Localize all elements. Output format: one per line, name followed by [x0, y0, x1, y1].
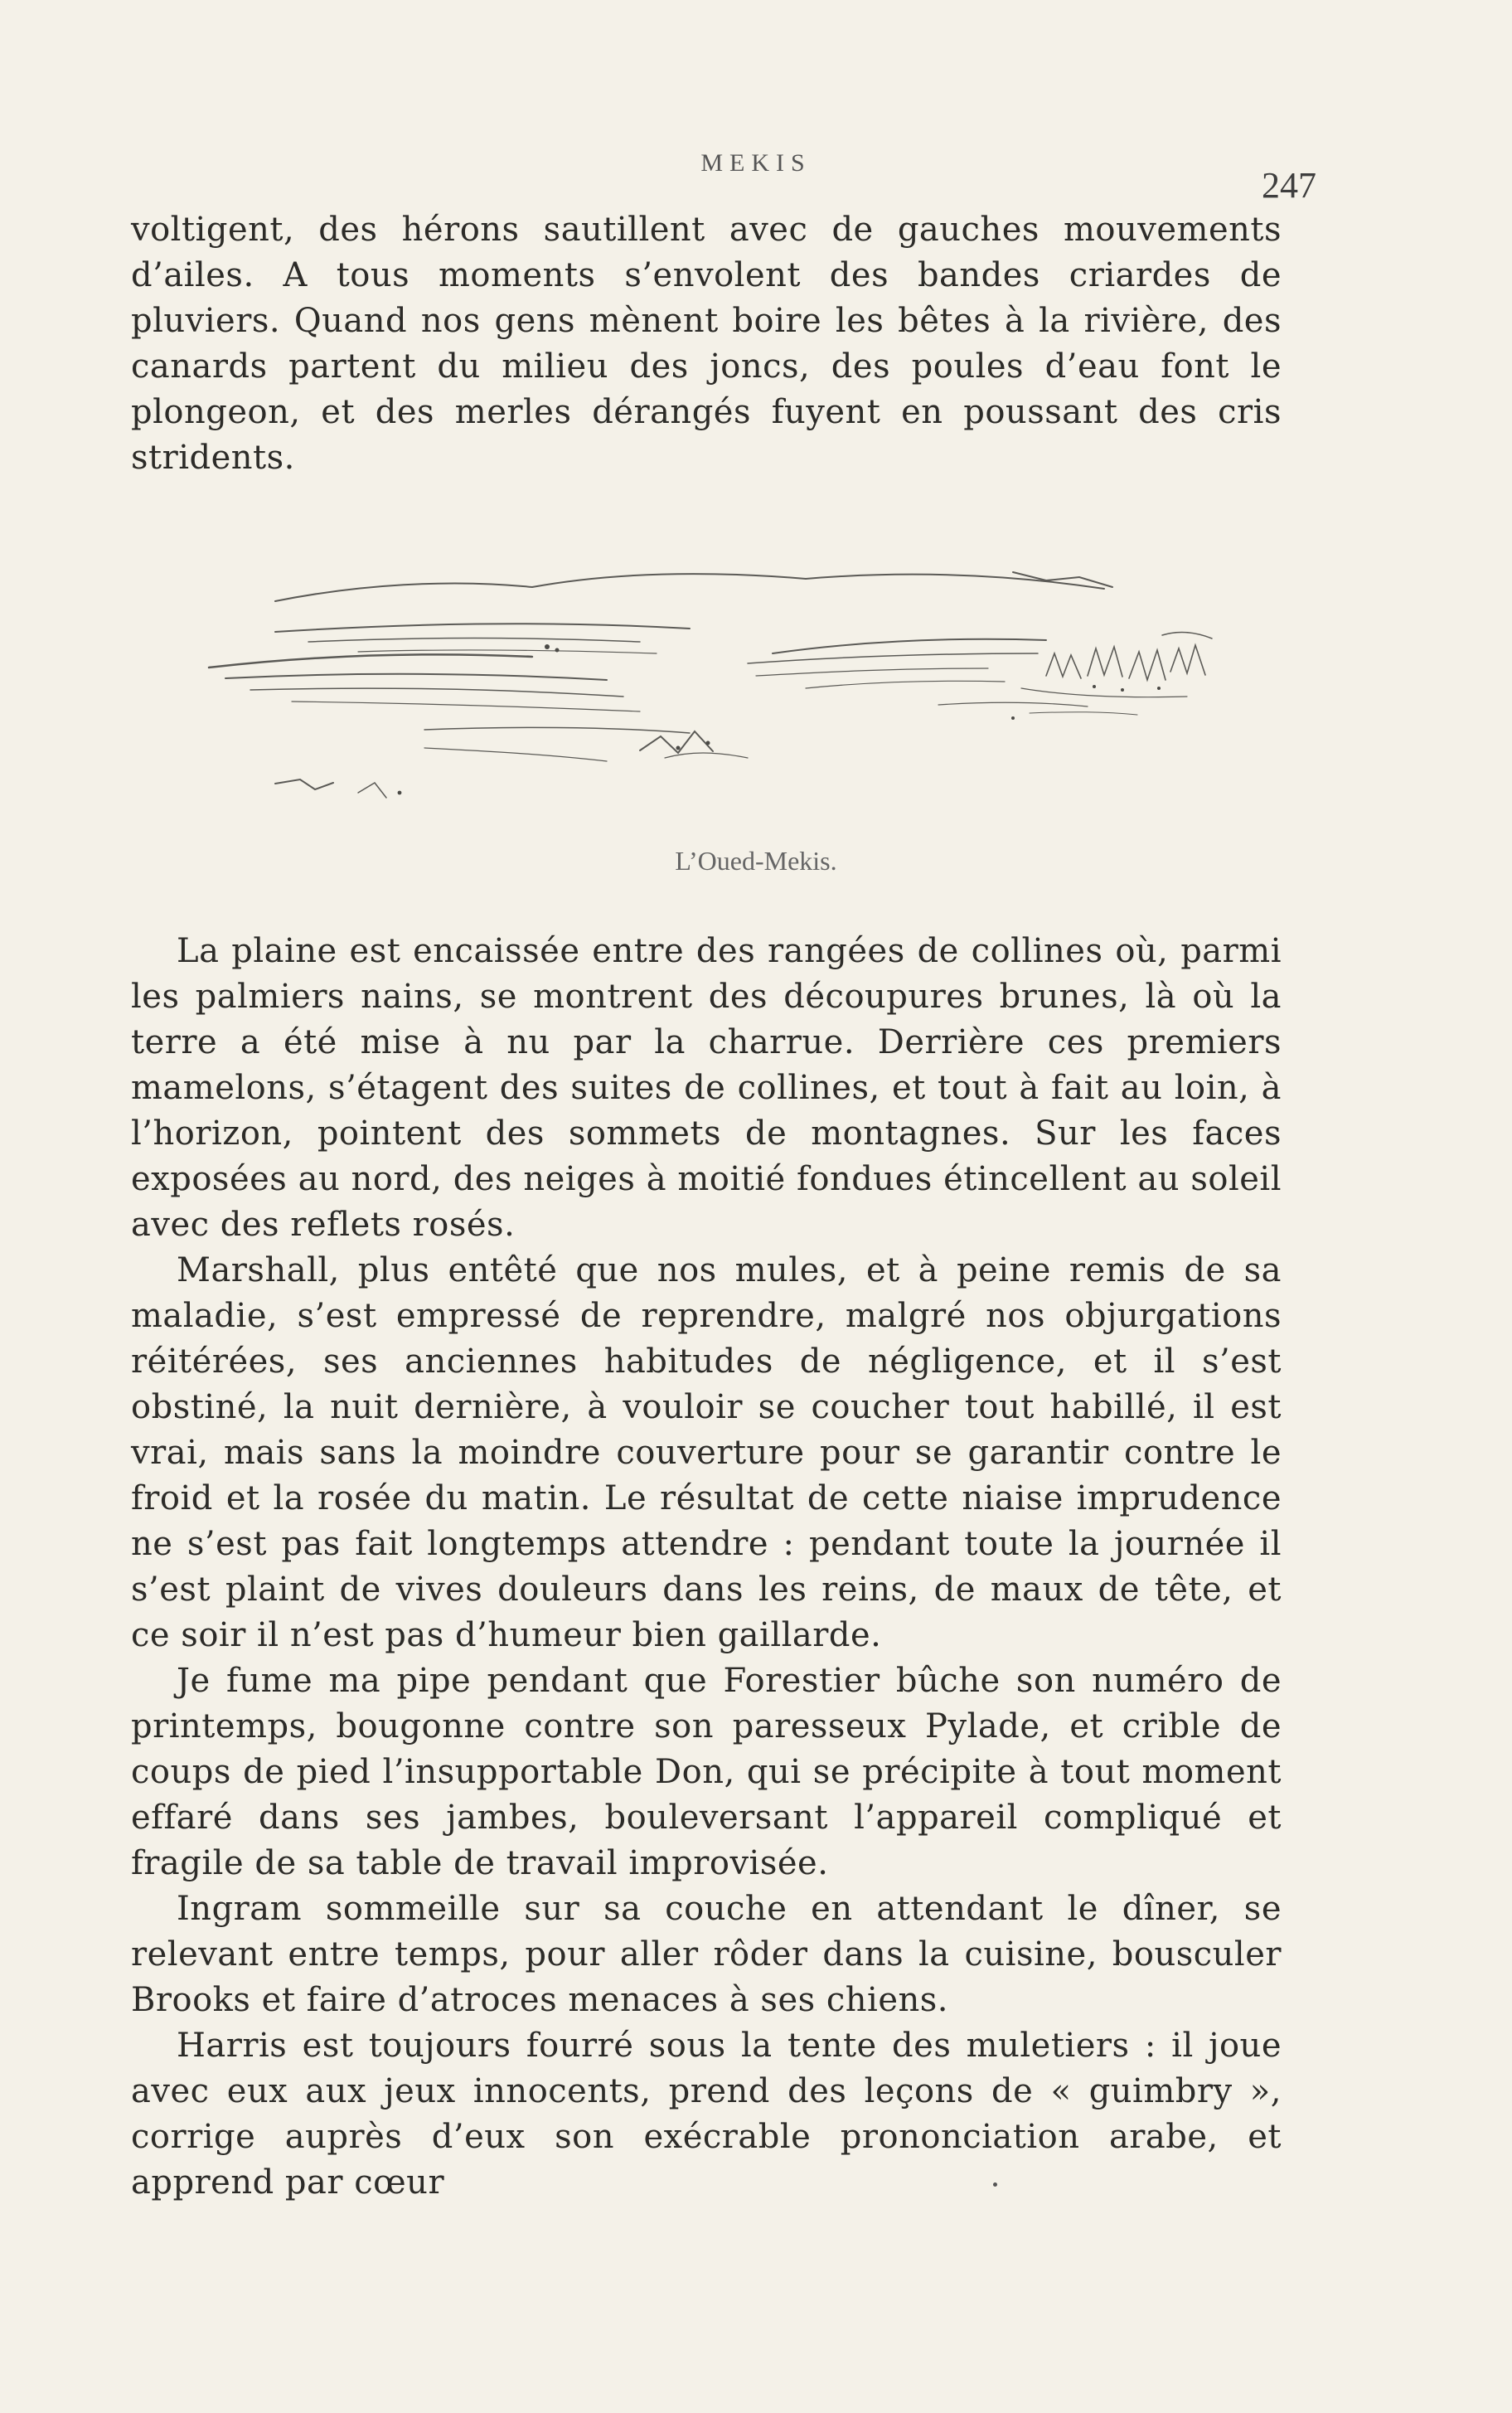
- paragraph: Harris est toujours fourré sous la tente des muletiers : il joue avec eux aux jeux innocents, prend des leçons de « guimbry », corrige auprès d’eux son exécrable prononciation arabe, et apprend par cœur: [131, 2027, 1282, 2202]
- figure-caption: L’Oued-Mekis.: [675, 846, 837, 876]
- running-head: MEKIS: [700, 149, 812, 177]
- paragraph: voltigent, des hérons sautillent avec de gauches mouvements d’ailes. A tous moments s’envolent des bandes criardes de pluviers. Quand nos gens mènent boire les bêtes à la rivière, des canards partent du milieu des joncs, des poules d’eau font le plongeon, et des merles dérangés fuyent en poussant des cris stridents.: [131, 211, 1282, 477]
- page-speck: [993, 2182, 997, 2187]
- paragraph: Marshall, plus entêté que nos mules, et à peine remis de sa maladie, s’est empressé de reprendre, malgré nos objurgations réitérées, ses anciennes habitudes de négligence, et il s’est obstiné, la nuit dernière, à vouloir se coucher tout habillé, il est vrai, mais sans la moindre couverture pour se garantir contre le froid et la rosée du matin. Le résultat de cette niaise imprudence ne s’est pas fait longtemps attendre : pendant toute la journée il s’est plaint de vives douleurs dans les reins, de maux de tête, et ce soir il n’est pas d’humeur bien gaillarde.: [131, 1251, 1282, 1654]
- paragraph: Ingram sommeille sur sa couche en attendant le dîner, se relevant entre temps, pour aller rôder dans la cuisine, bousculer Brooks et faire d’atroces menaces à ses chiens.: [131, 1890, 1282, 2019]
- bottom-text-block: [131, 929, 1282, 2206]
- river-landscape-illustration: [176, 556, 1253, 829]
- top-text-block: [131, 207, 1282, 481]
- paragraph: Je fume ma pipe pendant que Forestier bûche son numéro de printemps, bougonne contre son paresseux Pylade, et crible de coups de pied l’insupportable Don, qui se précipite à tout moment effaré dans ses jambes, bouleversant l’appareil compliqué et fragile de sa table de travail improvisée.: [131, 1662, 1282, 1882]
- page-number: 247: [1262, 165, 1316, 206]
- paragraph: La plaine est encaissée entre des rangées de collines où, parmi les palmiers nains, se montrent des découpures brunes, là où la terre a été mise à nu par la charrue. Derrière ces premiers mamelons, s’étagent des suites de collines, et tout à fait au loin, à l’horizon, pointent des sommets de montagnes. Sur les faces exposées au nord, des neiges à moitié fondues étincellent au soleil avec des reflets rosés.: [131, 932, 1282, 1244]
